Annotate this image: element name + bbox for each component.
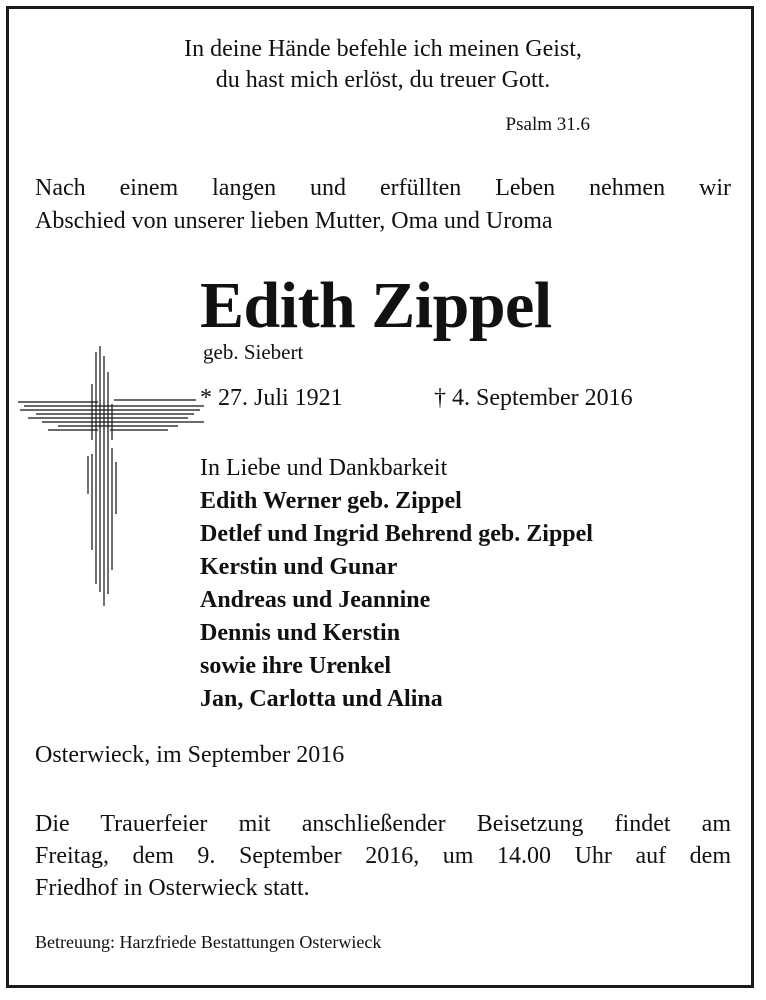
cross-icon xyxy=(18,344,204,612)
deceased-name: Edith Zippel xyxy=(200,269,552,342)
funeral-line-2: Freitag, dem 9. September 2016, um 14.00 Uhr auf dem xyxy=(35,843,731,869)
mourner-name: Dennis und Kerstin xyxy=(200,620,401,646)
place-and-date: Osterwieck, im September 2016 xyxy=(35,742,345,768)
mourners-list xyxy=(200,452,593,716)
mourner-name: Kerstin und Gunar xyxy=(200,554,398,580)
mourner-name: Jan, Carlotta und Alina xyxy=(200,686,443,712)
intro-line-1: Nach einem langen und erfüllten Leben nehmen wir xyxy=(35,175,731,201)
verse-line-1: In deine Hände befehle ich meinen Geist, xyxy=(184,36,582,62)
funeral-info xyxy=(35,808,731,904)
birth-date: * 27. Juli 1921 xyxy=(200,385,343,411)
verse-reference: Psalm 31.6 xyxy=(505,114,590,135)
intro-text xyxy=(35,172,731,238)
funeral-line-1: Die Trauerfeier mit anschließender Beisetzung findet am xyxy=(35,811,731,837)
mourners-heading: In Liebe und Dankbarkeit xyxy=(200,455,448,481)
maiden-name: geb. Siebert xyxy=(203,340,304,364)
mourner-name: Andreas und Jeannine xyxy=(200,587,431,613)
death-date: † 4. September 2016 xyxy=(434,385,633,411)
mourner-name: Detlef und Ingrid Behrend geb. Zippel xyxy=(200,521,593,547)
intro-line-2: Abschied von unserer lieben Mutter, Oma und Uroma xyxy=(35,208,553,234)
funeral-home: Betreuung: Harzfriede Bestattungen Osterwieck xyxy=(35,932,382,952)
bible-verse xyxy=(0,34,766,96)
mourner-name: Edith Werner geb. Zippel xyxy=(200,488,462,514)
verse-line-2: du hast mich erlöst, du treuer Gott. xyxy=(215,67,551,93)
funeral-line-3: Friedhof in Osterwieck statt. xyxy=(35,875,310,901)
mourner-name: sowie ihre Urenkel xyxy=(200,653,392,679)
